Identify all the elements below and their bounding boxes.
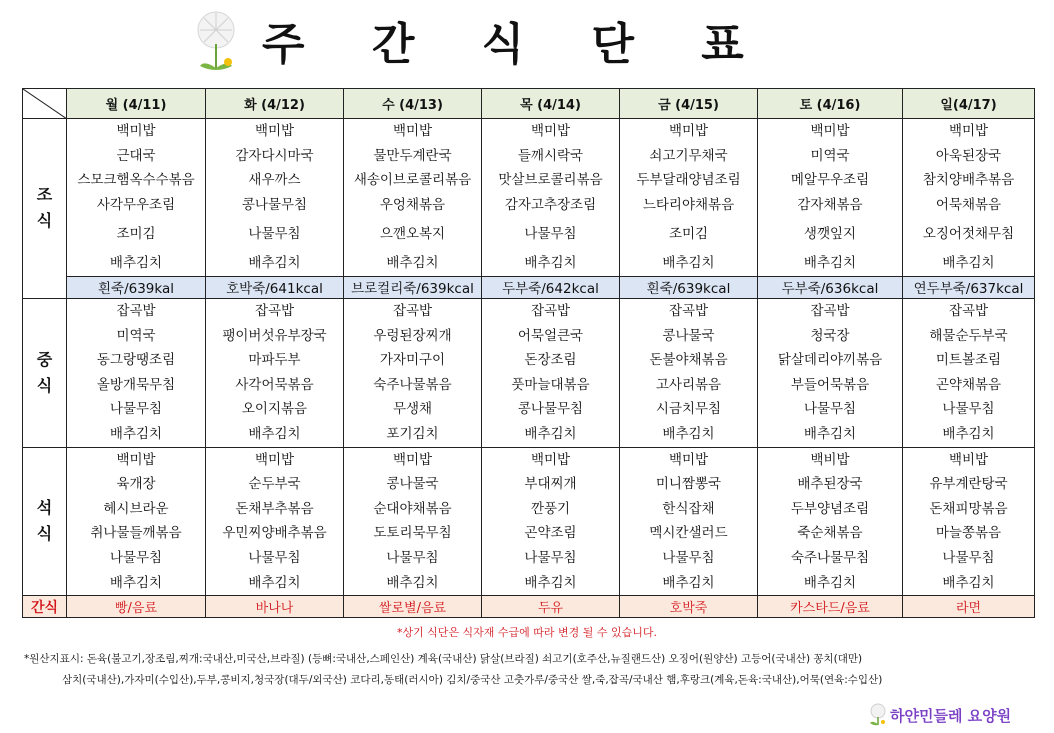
dinner-row — [23, 447, 1035, 596]
breakfast-cell-sun — [903, 119, 1035, 277]
menu-item: 곤약채볶음 — [935, 376, 1002, 393]
menu-change-notice: *상기 식단은 식자재 수급에 따라 변경 될 수 있습니다. — [396, 626, 658, 639]
breakfast-label-text: 조 식 — [36, 185, 53, 231]
menu-item: 잡곡밥 — [254, 302, 295, 319]
menu-item: 미역국 — [810, 147, 850, 164]
snack-fri: 호박죽 — [620, 596, 758, 618]
menu-item: 숙주나물볶음 — [373, 376, 452, 393]
menu-item: 어묵얼큰국 — [517, 327, 584, 344]
lunch-cell-fri — [620, 298, 758, 447]
menu-item: 새송이브로콜리볶음 — [353, 172, 472, 189]
menu-item: 포기김치 — [386, 425, 439, 442]
dinner-cell-thu — [482, 447, 620, 596]
menu-item: 생깻잎지 — [803, 226, 857, 243]
menu-item: 배추김치 — [109, 255, 163, 272]
breakfast-cell-fri — [620, 119, 758, 277]
menu-item: 백미밥 — [668, 123, 709, 139]
menu-item: 오이지볶음 — [241, 401, 308, 418]
menu-item: 배추김치 — [524, 574, 577, 591]
menu-item: 백미밥 — [530, 451, 571, 468]
menu-item: 백미밥 — [668, 451, 709, 468]
snack-label: 간식 — [23, 596, 67, 618]
menu-item: 나물무침 — [524, 549, 577, 566]
menu-item: 배추김치 — [662, 574, 715, 591]
menu-item: 배추김치 — [248, 425, 301, 442]
menu-item: 팽이버섯유부장국 — [222, 327, 327, 344]
snack-thu: 두유 — [482, 596, 620, 618]
corner-cell — [23, 89, 67, 119]
menu-item: 나물무침 — [942, 549, 995, 566]
menu-item: 깐풍기 — [530, 500, 571, 517]
menu-item: 조미김 — [668, 226, 709, 243]
menu-item: 마파두부 — [248, 352, 301, 369]
menu-item: 배추김치 — [803, 255, 857, 272]
snack-sat: 카스타드/음료 — [758, 596, 903, 618]
menu-item: 맛살브로콜리볶음 — [498, 172, 603, 189]
snack-tue: 바나나 — [206, 596, 344, 618]
menu-item: 배추김치 — [942, 425, 995, 442]
menu-item: 도토리묵무침 — [373, 525, 452, 542]
menu-item: 곤약조림 — [524, 525, 577, 542]
menu-item: 우민찌양배추볶음 — [222, 525, 327, 542]
menu-item: 나물무침 — [942, 401, 995, 418]
menu-item: 배추김치 — [248, 574, 301, 591]
lunch-cell-wed — [344, 298, 482, 447]
dandelion-icon — [194, 10, 238, 76]
breakfast-cell-mon — [67, 119, 206, 277]
menu-item: 참치양배추볶음 — [922, 172, 1015, 189]
breakfast-cell-tue — [206, 119, 344, 277]
porridge-thu: 두부죽/642kcal — [482, 276, 620, 298]
menu-item: 새우까스 — [248, 172, 301, 189]
menu-item: 순두부국 — [248, 476, 301, 493]
lunch-cell-tue — [206, 298, 344, 447]
menu-item: 두부양념조림 — [790, 500, 870, 517]
menu-item: 돈채피망볶음 — [929, 500, 1008, 517]
menu-item: 배추김치 — [662, 425, 715, 442]
menu-item: 잡곡밥 — [392, 302, 433, 319]
menu-item: 잡곡밥 — [810, 302, 850, 319]
menu-item: 한식잡채 — [662, 500, 715, 517]
menu-item: 배추김치 — [803, 425, 857, 442]
menu-item: 무생채 — [392, 401, 433, 418]
menu-item: 백미밥 — [810, 123, 850, 139]
menu-item: 사각어묵볶음 — [235, 376, 314, 393]
menu-item: 배추김치 — [386, 255, 439, 272]
menu-item: 메알무우조림 — [790, 172, 870, 189]
porridge-kcal-row — [23, 276, 1035, 298]
menu-item: 백미밥 — [116, 123, 156, 139]
menu-item: 부들어묵볶음 — [790, 376, 870, 393]
page-header — [0, 0, 1054, 86]
menu-item: 나물무침 — [524, 226, 577, 243]
menu-item: 오징어젓채무침 — [922, 226, 1015, 243]
menu-item: 쇠고기무채국 — [649, 147, 728, 164]
menu-item: 백미밥 — [254, 123, 295, 139]
menu-item: 순대야채볶음 — [373, 500, 452, 517]
menu-item: 배추김치 — [248, 255, 301, 272]
weekly-menu-table — [22, 88, 1035, 618]
menu-item: 시금치무침 — [655, 401, 722, 418]
origin-info-line-2: 삼치(국내산),가자미(수입산),두부,콩비지,청국장(대두/외국산) 코다리,동태(러시아) 김치/중국산 고춧가루/중국산 쌀,죽,잡곡/국내산 햄,후랑크(계육,돈육:국내산),어묵(연육:수입산) — [62, 674, 883, 686]
menu-item: 나물무침 — [109, 549, 163, 566]
brand-footer — [868, 703, 1048, 727]
menu-item: 배추김치 — [109, 425, 163, 442]
menu-item: 콩나물무침 — [241, 196, 308, 213]
menu-item: 으깬오복지 — [379, 226, 446, 243]
menu-item: 배추김치 — [109, 574, 163, 591]
menu-item: 우엉채볶음 — [379, 196, 446, 213]
menu-item: 들깨시락국 — [517, 147, 584, 164]
lunch-cell-sat — [758, 298, 903, 447]
breakfast-cell-thu — [482, 119, 620, 277]
lunch-label-text: 중 식 — [36, 349, 53, 395]
page-title: 주 간 식 단 표 — [262, 19, 770, 70]
breakfast-cell-sat — [758, 119, 903, 277]
menu-item: 사각무우조림 — [96, 196, 176, 213]
lunch-row — [23, 298, 1035, 447]
breakfast-row — [23, 119, 1035, 277]
menu-item: 나물무침 — [386, 549, 439, 566]
day-header-mon: 월 (4/11) — [67, 89, 206, 119]
menu-item: 헤시브라운 — [103, 500, 169, 517]
porridge-sun: 연두부죽/637kcal — [903, 276, 1035, 298]
menu-item: 돈장조림 — [524, 352, 577, 369]
menu-item: 부대찌개 — [524, 476, 577, 493]
menu-item: 나물무침 — [662, 549, 715, 566]
brand-name: 하얀민들레 요양원 — [890, 707, 1012, 725]
menu-item: 백미밥 — [392, 451, 433, 468]
menu-item: 취나물들깨볶음 — [90, 525, 182, 542]
menu-item: 돈채부추볶음 — [235, 500, 314, 517]
menu-item: 느타리야채볶음 — [642, 196, 735, 213]
day-header-thu: 목 (4/14) — [482, 89, 620, 119]
menu-item: 콩나물국 — [386, 476, 439, 493]
menu-item: 감자채볶음 — [797, 196, 863, 213]
day-header-row — [23, 89, 1035, 119]
dinner-cell-mon — [67, 447, 206, 596]
menu-item: 배추김치 — [524, 425, 577, 442]
menu-item: 가자미구이 — [379, 352, 446, 369]
menu-item: 해물순두부국 — [929, 327, 1008, 344]
menu-item: 감자고추장조림 — [504, 196, 597, 213]
menu-item: 백미밥 — [530, 123, 571, 139]
menu-item: 잡곡밥 — [668, 302, 709, 319]
menu-item: 조미김 — [116, 226, 156, 243]
menu-item: 배추김치 — [942, 574, 995, 591]
menu-item: 나물무침 — [248, 226, 301, 243]
dinner-label — [23, 447, 67, 596]
dandelion-small-icon — [868, 703, 888, 731]
lunch-label — [23, 298, 67, 447]
menu-item: 돈불야채볶음 — [649, 352, 728, 369]
menu-item: 청국장 — [810, 327, 850, 344]
menu-item: 잡곡밥 — [116, 302, 156, 319]
snack-sun: 라면 — [903, 596, 1035, 618]
menu-item: 백미밥 — [948, 123, 989, 139]
origin-info-line-1: *원산지표시: 돈육(불고기,장조림,찌개:국내산,미국산,브라질) (등뼈:국내산,스페인산) 계육(국내산) 닭살(브라질) 쇠고기(호주산,뉴질랜드산) 오징어(원양산) 고등어(국내산) 꽁치(대만) — [24, 653, 863, 665]
day-header-tue: 화 (4/12) — [206, 89, 344, 119]
menu-item: 멕시칸샐러드 — [649, 525, 728, 542]
breakfast-cell-wed — [344, 119, 482, 277]
menu-item: 콩나물국 — [662, 327, 715, 344]
porridge-wed: 브로컬리죽/639kcal — [344, 276, 482, 298]
day-header-fri: 금 (4/15) — [620, 89, 758, 119]
lunch-cell-sun — [903, 298, 1035, 447]
day-header-sat: 토 (4/16) — [758, 89, 903, 119]
menu-item: 나물무침 — [109, 401, 163, 418]
snack-row — [23, 596, 1035, 618]
menu-item: 우렁된장찌개 — [373, 327, 452, 344]
menu-item: 닭살데리야끼볶음 — [777, 352, 883, 369]
menu-item: 감자다시마국 — [235, 147, 314, 164]
dinner-cell-tue — [206, 447, 344, 596]
menu-item: 아욱된장국 — [935, 147, 1002, 164]
dinner-cell-sat — [758, 447, 903, 596]
menu-item: 배추된장국 — [797, 476, 863, 493]
menu-item: 배추김치 — [524, 255, 577, 272]
menu-item: 백비밥 — [948, 451, 989, 468]
menu-item: 잡곡밥 — [530, 302, 571, 319]
menu-item: 콩나물무침 — [517, 401, 584, 418]
menu-item: 풋마늘대볶음 — [511, 376, 590, 393]
snack-wed: 쌀로별/음료 — [344, 596, 482, 618]
menu-item: 배추김치 — [662, 255, 715, 272]
menu-item: 백비밥 — [810, 451, 850, 468]
menu-item: 숙주나물무침 — [790, 549, 870, 566]
menu-item: 유부계란탕국 — [929, 476, 1008, 493]
porridge-fri: 흰죽/639kcal — [620, 276, 758, 298]
menu-item: 죽순채볶음 — [797, 525, 863, 542]
menu-item: 어묵채볶음 — [935, 196, 1002, 213]
dinner-cell-sun — [903, 447, 1035, 596]
snack-mon: 빵/음료 — [67, 596, 206, 618]
menu-item: 미역국 — [116, 327, 156, 344]
menu-item: 고사리볶음 — [655, 376, 722, 393]
porridge-mon: 흰죽/639kal — [67, 276, 206, 298]
menu-item: 나물무침 — [803, 401, 857, 418]
menu-item: 두부달래양념조림 — [636, 172, 741, 189]
day-header-wed: 수 (4/13) — [344, 89, 482, 119]
lunch-cell-thu — [482, 298, 620, 447]
menu-item: 백미밥 — [392, 123, 433, 139]
menu-item: 나물무침 — [248, 549, 301, 566]
breakfast-label — [23, 119, 67, 299]
porridge-sat: 두부죽/636kcal — [758, 276, 903, 298]
menu-item: 배추김치 — [386, 574, 439, 591]
menu-item: 동그랑땡조림 — [96, 352, 176, 369]
menu-item: 미니짬뽕국 — [655, 476, 722, 493]
menu-item: 백미밥 — [254, 451, 295, 468]
menu-item: 스모크햄옥수수볶음 — [77, 172, 195, 189]
menu-item: 올방개묵무침 — [96, 376, 176, 393]
menu-item: 잡곡밥 — [948, 302, 989, 319]
lunch-cell-mon — [67, 298, 206, 447]
menu-item: 미트볼조림 — [935, 352, 1002, 369]
menu-item: 배추김치 — [942, 255, 995, 272]
menu-item: 육개장 — [116, 476, 156, 493]
dinner-label-text: 석 식 — [36, 498, 53, 544]
menu-item: 마늘쫑볶음 — [935, 525, 1002, 542]
day-header-sun: 일(4/17) — [903, 89, 1035, 119]
menu-item: 근대국 — [116, 147, 156, 164]
porridge-tue: 호박죽/641kcal — [206, 276, 344, 298]
menu-item: 백미밥 — [116, 451, 156, 468]
dinner-cell-fri — [620, 447, 758, 596]
menu-item: 배추김치 — [803, 574, 857, 591]
dinner-cell-wed — [344, 447, 482, 596]
menu-item: 물만두계란국 — [373, 147, 452, 164]
